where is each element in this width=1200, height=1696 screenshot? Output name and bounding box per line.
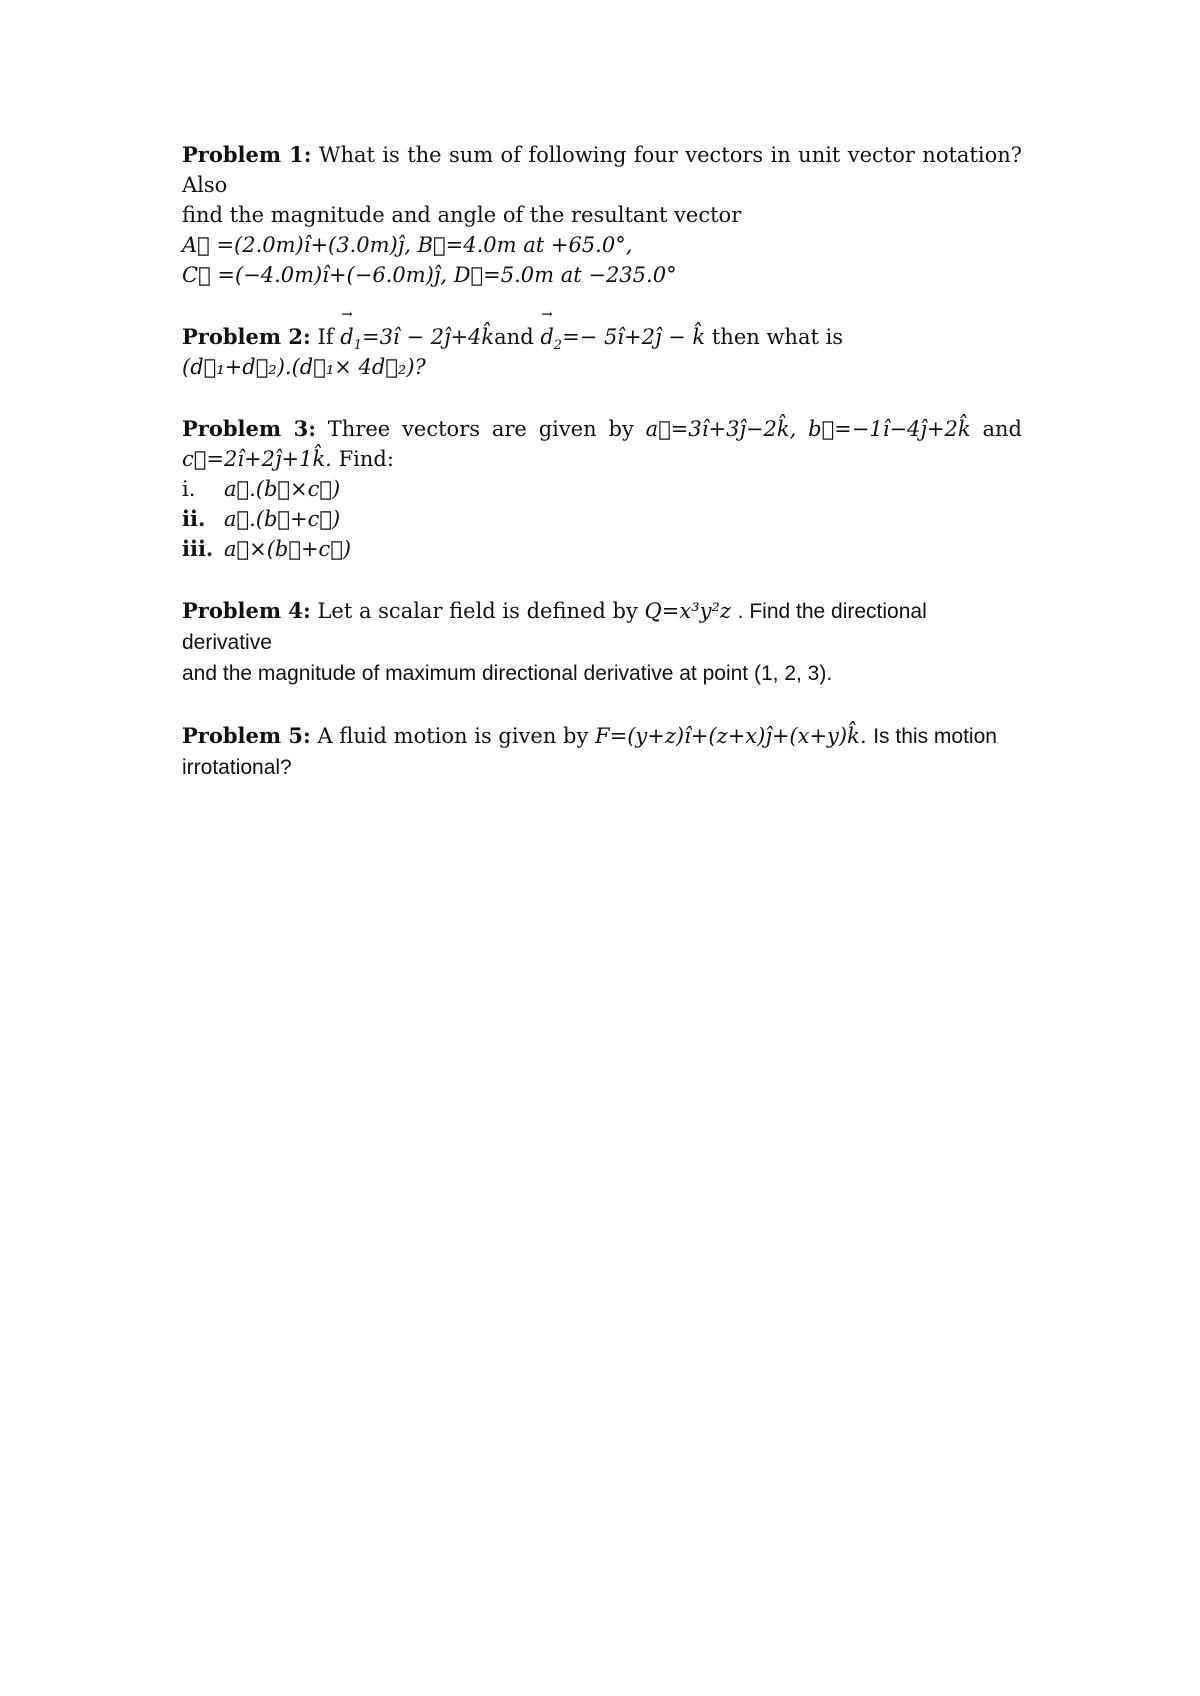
vector-equation: =3î − 2ĵ+4k̂ (361, 325, 495, 349)
problem-text: Is this motion (873, 725, 997, 748)
problem-text: Three vectors are given by (327, 417, 634, 441)
list-item-expression: a⃗×(b⃗+c⃗) (224, 537, 352, 561)
vector-expression: (d⃗₁+d⃗₂).(d⃗₁× 4d⃗₂)? (182, 355, 426, 379)
problem-label: Problem 3: (182, 416, 316, 441)
problem-text: and (494, 325, 534, 349)
problem-1 (182, 140, 1022, 290)
vector-a: a⃗=3î+3ĵ−2k̂, (645, 417, 797, 441)
problem-text: Find: (338, 447, 394, 471)
vector-c: c⃗=2î+2ĵ+1k̂. (182, 447, 332, 471)
list-item-expression: a⃗.(b⃗×c⃗) (224, 477, 341, 501)
sub-question-list (182, 474, 1022, 564)
scalar-field-expression: Q=x³y²z (644, 599, 731, 623)
problem-text: A fluid motion is given by (317, 724, 589, 748)
problem-label: Problem 2: (182, 324, 311, 349)
vector-d2: → $d_2$ (540, 325, 562, 349)
list-item-number: ii. (182, 506, 206, 531)
problem-text: What is the sum of following four vectors in unit vector notation? Also (182, 143, 1023, 197)
problem-text: If (317, 325, 334, 349)
vector-equation: =− 5î+2ĵ − k̂ (562, 325, 706, 349)
list-item-expression: a⃗.(b⃗+c⃗) (224, 507, 341, 531)
problem-3 (182, 414, 1022, 564)
vector-field-expression: F=(y+z)î+(z+x)ĵ+(x+y)k̂. (595, 724, 867, 748)
list-item (182, 504, 1022, 534)
problem-text: Let a scalar field is defined by (317, 599, 638, 623)
problem-4 (182, 596, 1022, 689)
problem-text: and the magnitude of maximum directional derivative at point (1, 2, 3). (182, 662, 833, 685)
problem-2 (182, 322, 1022, 382)
problem-label: Problem 1: (182, 142, 312, 167)
vector-equation: A⃗ =(2.0m)î+(3.0m)ĵ, B⃗=4.0m at +65.0°, (182, 233, 633, 257)
problem-sheet (182, 140, 1022, 815)
problem-5 (182, 721, 1022, 783)
problem-text: irrotational? (182, 756, 292, 779)
list-item (182, 534, 1022, 564)
problem-text: find the magnitude and angle of the resultant vector (182, 203, 742, 227)
problem-text: and (982, 417, 1022, 441)
list-item (182, 474, 1022, 504)
list-item-number: i. (182, 477, 196, 501)
problem-label: Problem 4: (182, 598, 311, 623)
problem-label: Problem 5: (182, 723, 311, 748)
vector-equation: C⃗ =(−4.0m)î+(−6.0m)ĵ, D⃗=5.0m at −235.0° (182, 263, 677, 287)
problem-text: then what is (711, 325, 844, 349)
vector-b: b⃗=−1î−4ĵ+2k̂ (808, 417, 971, 441)
list-item-number: iii. (182, 536, 214, 561)
problem-text: . Find the directional derivative (182, 600, 927, 654)
vector-d1: → $d_1$ (340, 325, 362, 349)
